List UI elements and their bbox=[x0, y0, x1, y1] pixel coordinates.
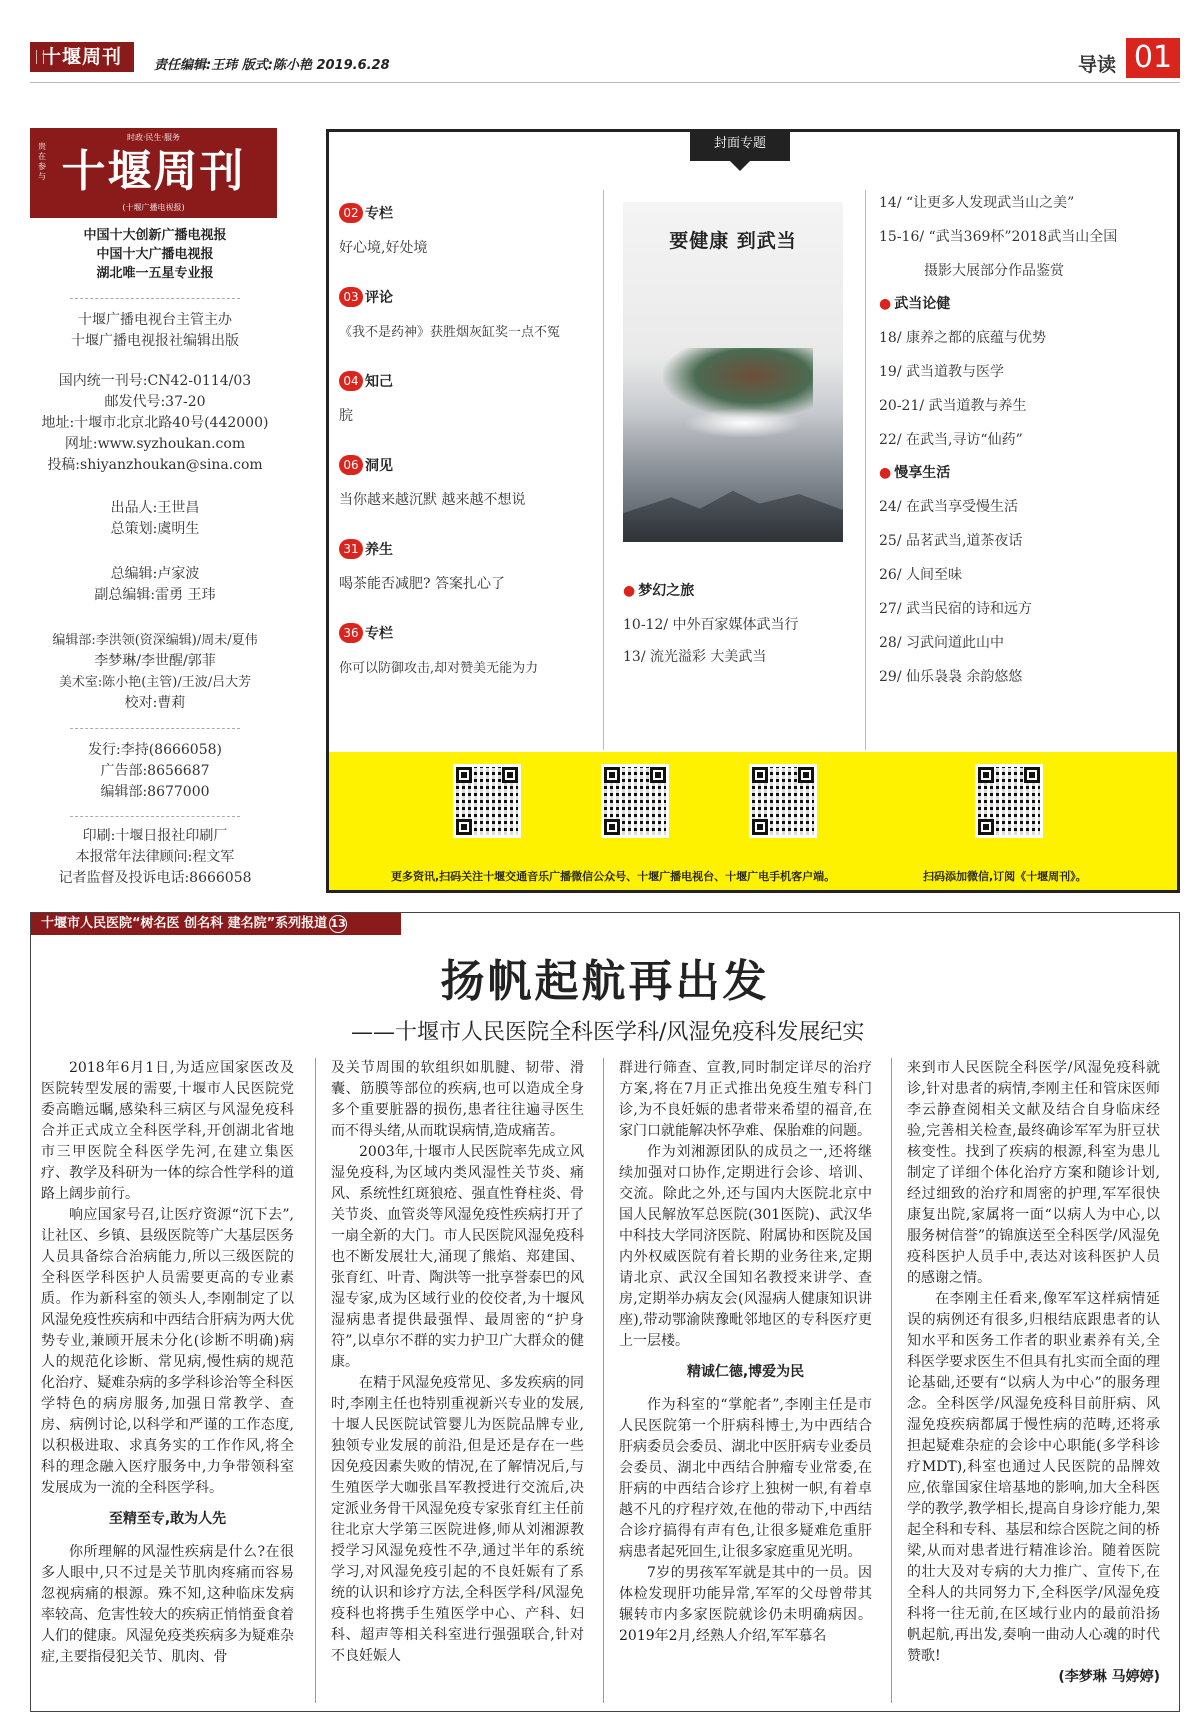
column-divider bbox=[891, 1058, 892, 1703]
toc-item[interactable] bbox=[339, 622, 584, 706]
masthead-subtitle: (十堰广播电视报) bbox=[122, 203, 185, 212]
info-line: 十堰广播电视台主管主办 bbox=[78, 312, 232, 328]
masthead-column bbox=[30, 128, 280, 890]
toc-desc: 当你越来越沉默 越来越不想说 bbox=[339, 491, 526, 508]
toc-label: 专栏 bbox=[365, 625, 393, 642]
header-logo: 十堰周刊 bbox=[30, 42, 134, 72]
series-banner bbox=[31, 913, 401, 935]
toc-line[interactable]: 27/ 武当民宿的诗和远方 bbox=[879, 601, 1032, 617]
feature-article bbox=[30, 912, 1180, 1712]
qr-pattern bbox=[752, 767, 814, 835]
editor-info bbox=[30, 564, 280, 606]
subheading: 至精至专,敢为人先 bbox=[108, 1511, 227, 1527]
toc-desc: 你可以防御攻击,却对赞美无能为力 bbox=[339, 660, 539, 676]
toc-line[interactable]: 摄影大展部分作品鉴赏 bbox=[924, 263, 1064, 279]
paragraph: 2003年,十堰市人民医院率先成立风湿免疫科,为区域内类风湿性关节炎、痛风、系统性红斑狼疮、强直性脊柱炎、骨关节炎、血管炎等风湿免疫性疾病打开了一扇全新的大门。市人民医院风湿免疫科也不断发展壮大,涌现了熊焰、郑建国、张育红、叶青、陶洪等一批享誉泰巴的风湿专家,成为区域行业的佼佼者,为十堰风湿病患者提供最强悍、最周密的“护身符”,以卓尔不群的实力护卫广大群众的健康。 bbox=[331, 1144, 584, 1370]
header-editors: 责任编辑:王玮 版式:陈小艳 2019.6.28 bbox=[154, 58, 390, 73]
email-text: 投稿:shiyanzhoukan@sina.com bbox=[47, 457, 263, 473]
qr-finder bbox=[978, 767, 994, 783]
subheading: 精诚仁德,博爱为民 bbox=[686, 1364, 805, 1380]
website-text: 网址:www.syzhoukan.com bbox=[64, 436, 246, 452]
article-title: 扬帆起航再出发 bbox=[440, 956, 770, 1007]
toc-label: 知己 bbox=[365, 373, 393, 390]
masthead-title: 十堰周刊 bbox=[61, 146, 246, 197]
toc-item[interactable] bbox=[339, 538, 584, 622]
toc-line[interactable]: 25/ 品茗武当,道茶夜话 bbox=[879, 533, 1023, 549]
article-column bbox=[619, 1058, 872, 1647]
qr-finder bbox=[650, 767, 666, 783]
toc-desc: 《我不是药神》获胜烟灰缸奖一点不冤 bbox=[339, 324, 561, 340]
toc-line[interactable]: 14/ “让更多人发现武当山之美” bbox=[879, 195, 1075, 211]
qr-finder bbox=[752, 819, 768, 835]
article-column bbox=[907, 1058, 1160, 1688]
department-info bbox=[30, 630, 280, 714]
info-line: 本报常年法律顾问:程文军 bbox=[75, 849, 235, 865]
publication-info bbox=[30, 371, 280, 476]
qr-finder bbox=[752, 767, 768, 783]
paragraph: 响应国家号召,让医疗资源“沉下去”,让社区、乡镇、县级医院等广大基层医务人员具备综合治病能力,所以三级医院的全科医学科医护人员需要更高的专业素质。作为新科室的领头人,李刚制定了以风湿免疫性疾病和中西结合肝病为两大优势专业,兼顾开展未分化(诊断不明确)病人的规范化诊断、常见病,慢性病的规范化治疗、疑难杂病的多学科诊治等全科医学特色的病房服务,加强日常教学、查房、病例讨论,以科学和严谨的工作态度,以积极进取、求真务实的工作作风,将全科的理念融入医疗服务中,力争带领科室发展成为一流的全科医学科。 bbox=[41, 1207, 294, 1496]
header-rule bbox=[30, 82, 1180, 83]
page-badge: 02 bbox=[339, 203, 363, 223]
series-number: 13 bbox=[329, 915, 347, 933]
paragraph: 7岁的男孩军军就是其中的一员。因体检发现肝功能异常,军军的父母曾带其辗转市内多家医院就诊仍未明确病因。2019年2月,经熟人介绍,军军慕名 bbox=[619, 1565, 872, 1644]
info-line: 美术室:陈小艳(主管)/王波/吕大芳 bbox=[58, 675, 252, 690]
toc-label: 洞见 bbox=[365, 457, 393, 474]
article-column bbox=[331, 1058, 584, 1667]
paragraph: 在精于风湿免疫常见、多发疾病的同时,李刚主任也特别重视新兴专业的发展,十堰人民医院试管婴儿为医院品牌专业,独领专业发展的前沿,但是还是存在一些因免疫因素失败的情况,在了解情况后,与生殖医学大咖张昌军教授进行交流后,决定派业务骨干风湿免疫专家张育红主任前往北京大学第三医院进修,师从刘湘源教授学习风湿免疫性不孕,通过半年的系统学习,对风湿免疫引起的不良妊娠有了系统的认识和诊疗方法,全科医学科/风湿免疫科也将携手生殖医学中心、产科、妇科、超声等相关科室进行强强联合,针对不良妊娠人 bbox=[331, 1375, 584, 1664]
paragraph: 群进行筛查、宣教,同时制定详尽的治疗方案,将在7月正式推出免疫生殖专科门诊,为不良妊娠的患者带来希望的福音,在家门口就能解决怀孕难、保胎难的问题。 bbox=[619, 1060, 872, 1139]
slogans bbox=[30, 226, 280, 283]
cloud-shape bbox=[683, 408, 803, 438]
paragraph: 作为刘湘源团队的成员之一,还将继续加强对口协作,定期进行会诊、培训、交流。除此之外,还与国内大医院北京中国人民解放军总医院(301医院)、武汉华中科技大学同济医院、附属协和医院及国内外权威医院有着长期的业务往来,定期请北京、武汉全国知名教授来讲学、查房,定期举办病友会(风湿病人健康知识讲座),带动鄂渝陕豫毗邻地区的专科医疗更上一层楼。 bbox=[619, 1144, 872, 1349]
qr-code[interactable] bbox=[453, 764, 521, 838]
page-badge: 04 bbox=[339, 371, 363, 391]
info-line: 十堰广播电视报社编辑出版 bbox=[71, 333, 239, 349]
slogan-line: 湖北唯一五星专业报 bbox=[96, 266, 214, 281]
divider bbox=[70, 728, 240, 729]
toc-line[interactable]: 10-12/ 中外百家媒体武当行 bbox=[623, 617, 799, 633]
toc-line[interactable]: 26/ 人间至味 bbox=[879, 567, 962, 583]
qr-pattern bbox=[456, 767, 518, 835]
page-header bbox=[30, 36, 1180, 80]
toc-line[interactable]: 15-16/ “武当369杯”2018武当山全国 bbox=[879, 229, 1118, 245]
paragraph: 2018年6月1日,为适应国家医改及医院转型发展的需要,十堰市人民医院党委高瞻远瞩,感染科三病区与风湿免疫科合并正式成立全科医学科,开创湖北省地市三甲医院全科医学先河,在建立集医疗、教学及科研为一体的综合性学科的道路上阔步前行。 bbox=[41, 1060, 294, 1202]
toc-line[interactable]: 24/ 在武当享受慢生活 bbox=[879, 499, 1018, 515]
page-badge: 06 bbox=[339, 455, 363, 475]
paragraph: 在李刚主任看来,像军军这样病情延误的病例还有很多,归根结底跟患者的认知水平和医务工作者的职业素养有关,全科医学要求医生不但具有扎实而全面的理论基础,还要有“以病人为中心”的服务理念。全科医学/风湿免疫科目前肝病、风湿免疫疾病都属于慢性病的范畴,还将承担起疑难杂症的会诊中心职能(多学科诊疗MDT),科室也通过人民医院的品牌效应,依靠国家住培基地的影响,加大全科医学的教学,教学相长,提高自身诊疗能力,架起全科和专科、基层和综合医院之间的桥梁,从而对患者进行精准诊治。随着医院的壮大及对专病的大力推广、宣传下,在全科人的共同努力下,全科医学/风湿免疫科将一往无前,在区域行业内的最前沿扬帆起航,再出发,奏响一曲动人心魂的时代赞歌! bbox=[907, 1291, 1160, 1664]
producer-info bbox=[30, 498, 280, 540]
qr-code-band bbox=[329, 752, 1177, 890]
qr-finder bbox=[502, 767, 518, 783]
toc-mid-list bbox=[623, 580, 853, 666]
qr-pattern bbox=[978, 767, 1040, 835]
toc-item[interactable] bbox=[339, 454, 584, 538]
paragraph: 你所理解的风湿性疾病是什么?在很多人眼中,只不过是关节肌肉疼痛而容易忽视病痛的根源。殊不知,这种临床发病率较高、危害性较大的疾病正悄悄蚕食着人们的健康。风湿免疫类疾病多为疑难杂症,主要指侵犯关节、肌肉、骨 bbox=[41, 1544, 294, 1665]
column-divider bbox=[603, 1058, 604, 1703]
info-line: 记者监督及投诉电话:8666058 bbox=[58, 870, 252, 886]
byline: (李梦琳 马婷婷) bbox=[1058, 1669, 1160, 1685]
qr-finder bbox=[1024, 767, 1040, 783]
info-line: 副总编辑:雷勇 王玮 bbox=[94, 587, 216, 603]
qr-finder bbox=[604, 819, 620, 835]
toc-label: 养生 bbox=[365, 541, 393, 558]
legal-info bbox=[30, 826, 280, 889]
cover-photo-title: 要健康 到武当 bbox=[669, 230, 797, 252]
toc-left-list bbox=[339, 202, 584, 706]
masthead-logo bbox=[30, 128, 277, 218]
column-divider bbox=[315, 1058, 316, 1703]
info-line: 编辑部:李洪领(资深编辑)/周未/夏伟 bbox=[52, 633, 258, 648]
divider bbox=[603, 190, 604, 750]
qr-finder bbox=[604, 767, 620, 783]
masthead-side-text: 贵在参与 bbox=[38, 142, 46, 181]
divider bbox=[70, 816, 240, 817]
toc-label: 专栏 bbox=[365, 205, 393, 222]
toc-right-list bbox=[879, 186, 1174, 694]
masthead-top-text: 时政·民生·服务 bbox=[126, 133, 181, 142]
divider bbox=[70, 298, 240, 299]
toc-line[interactable]: 20-21/ 武当道教与养生 bbox=[879, 398, 1027, 414]
page-badge: 36 bbox=[339, 623, 363, 643]
info-line: 邮发代号:37-20 bbox=[104, 394, 206, 410]
toc-line[interactable]: 28/ 习武问道此山中 bbox=[879, 635, 1004, 651]
article-subtitle: ——十堰市人民医院全科医学科/风湿免疫科发展纪实 bbox=[351, 1020, 865, 1045]
phone-info bbox=[30, 740, 280, 803]
info-line: 校对:曹莉 bbox=[124, 695, 186, 711]
divider bbox=[865, 190, 866, 750]
toc-line[interactable]: 22/ 在武当,寻访“仙药” bbox=[879, 432, 1023, 448]
toc-line[interactable]: 13/ 流光溢彩 大美武当 bbox=[623, 649, 767, 665]
article-column bbox=[41, 1058, 294, 1668]
info-line: 出品人:王世昌 bbox=[110, 500, 200, 516]
slogan-line: 中国十大创新广播电视报 bbox=[83, 228, 227, 243]
paragraph: 作为科室的“掌舵者”,李刚主任是市人民医院第一个肝病科博士,为中西结合肝病委员会委员、湖北中医肝病专业委员会委员、湖北中西结合肿瘤专业常委,在肝病的中西结合诊疗上独树一帜,有着卓越不凡的疗程疗效,在他的带动下,中西结合诊疗搞得有声有色,让很多疑难危重肝病患者起死回生,让很多家庭重见光明。 bbox=[619, 1397, 872, 1560]
qr-code[interactable] bbox=[749, 764, 817, 838]
toc-item[interactable] bbox=[339, 286, 584, 370]
slogan-line: 中国十大广播电视报 bbox=[96, 247, 214, 262]
page-number: 01 bbox=[1126, 38, 1180, 78]
info-line: 印刷:十堰日报社印刷厂 bbox=[82, 828, 228, 844]
qr-code[interactable] bbox=[975, 764, 1043, 838]
info-line: 总策划:虞明生 bbox=[110, 521, 200, 537]
foreground-ridge-shape bbox=[623, 478, 843, 542]
info-line: 发行:李持(8666058) bbox=[88, 742, 222, 758]
cover-topics-box bbox=[326, 129, 1180, 893]
info-line: 总编辑:卢家波 bbox=[110, 566, 200, 582]
section-head: ● 梦幻之旅 bbox=[623, 580, 853, 600]
toc-desc: 脘 bbox=[339, 407, 353, 424]
info-line: 广告部:8656687 bbox=[100, 763, 210, 779]
toc-line[interactable]: 18/ 康养之都的底蕴与优势 bbox=[879, 330, 1046, 346]
qr-finder bbox=[456, 819, 472, 835]
toc-label: 评论 bbox=[365, 289, 393, 306]
paragraph: 来到市人民医院全科医学/风湿免疫科就诊,针对患者的病情,李刚主任和管床医师李云静查阅相关文献及结合自身临床经验,完善相关检查,最终确诊军军为肝豆状核变性。找到了疾病的根源,科室为患儿制定了详细个体化治疗方案和随诊计划,经过细致的治疗和周密的护理,军军很快康复出院,家属将一面“以病人为中心,以服务树信誉”的锦旗送至全科医学/风湿免疫科医护人员手中,表达对该科医护人员的感谢之情。 bbox=[907, 1060, 1160, 1286]
qr-caption: 更多资讯,扫码关注十堰交通音乐广播微信公众号、十堰广播电视台、十堰广电手机客户端。 bbox=[391, 870, 836, 883]
section-head: ● 慢享生活 bbox=[879, 457, 1174, 490]
section-head: ● 武当论健 bbox=[879, 288, 1174, 321]
cover-tag: 封面专题 bbox=[690, 129, 790, 161]
qr-code[interactable] bbox=[601, 764, 669, 838]
toc-desc: 喝茶能否减肥? 答案扎心了 bbox=[339, 575, 505, 592]
info-line: 李梦琳/李世醒/郭菲 bbox=[94, 653, 216, 669]
host-info bbox=[30, 310, 280, 352]
qr-finder bbox=[798, 767, 814, 783]
toc-item[interactable] bbox=[339, 370, 584, 454]
toc-line[interactable]: 29/ 仙乐袅袅 余韵悠悠 bbox=[879, 669, 1023, 685]
page-badge: 03 bbox=[339, 287, 363, 307]
section-name: 导读 bbox=[1078, 54, 1117, 76]
info-line: 地址:十堰市北京北路40号(442000) bbox=[41, 415, 269, 431]
series-text: 十堰市人民医院“树名医 创名科 建名院”系列报道 bbox=[41, 916, 328, 931]
page-badge: 31 bbox=[339, 539, 363, 559]
qr-pattern bbox=[604, 767, 666, 835]
paragraph: 及关节周围的软组织如肌腱、韧带、滑囊、筋膜等部位的疾病,也可以造成全身多个重要脏器的损伤,患者往往遍寻医生而不得头绪,从而耽误病情,造成痛苦。 bbox=[331, 1060, 584, 1139]
toc-desc: 好心境,好处境 bbox=[339, 239, 428, 256]
qr-finder bbox=[456, 767, 472, 783]
qr-finder bbox=[978, 819, 994, 835]
toc-line[interactable]: 19/ 武当道教与医学 bbox=[879, 364, 1004, 380]
qr-caption: 扫码添加微信,订阅《十堰周刊》。 bbox=[923, 870, 1087, 883]
cover-photo bbox=[623, 202, 843, 542]
toc-item[interactable] bbox=[339, 202, 584, 286]
info-line: 国内统一刊号:CN42-0114/03 bbox=[58, 373, 252, 389]
info-line: 编辑部:8677000 bbox=[100, 784, 210, 800]
